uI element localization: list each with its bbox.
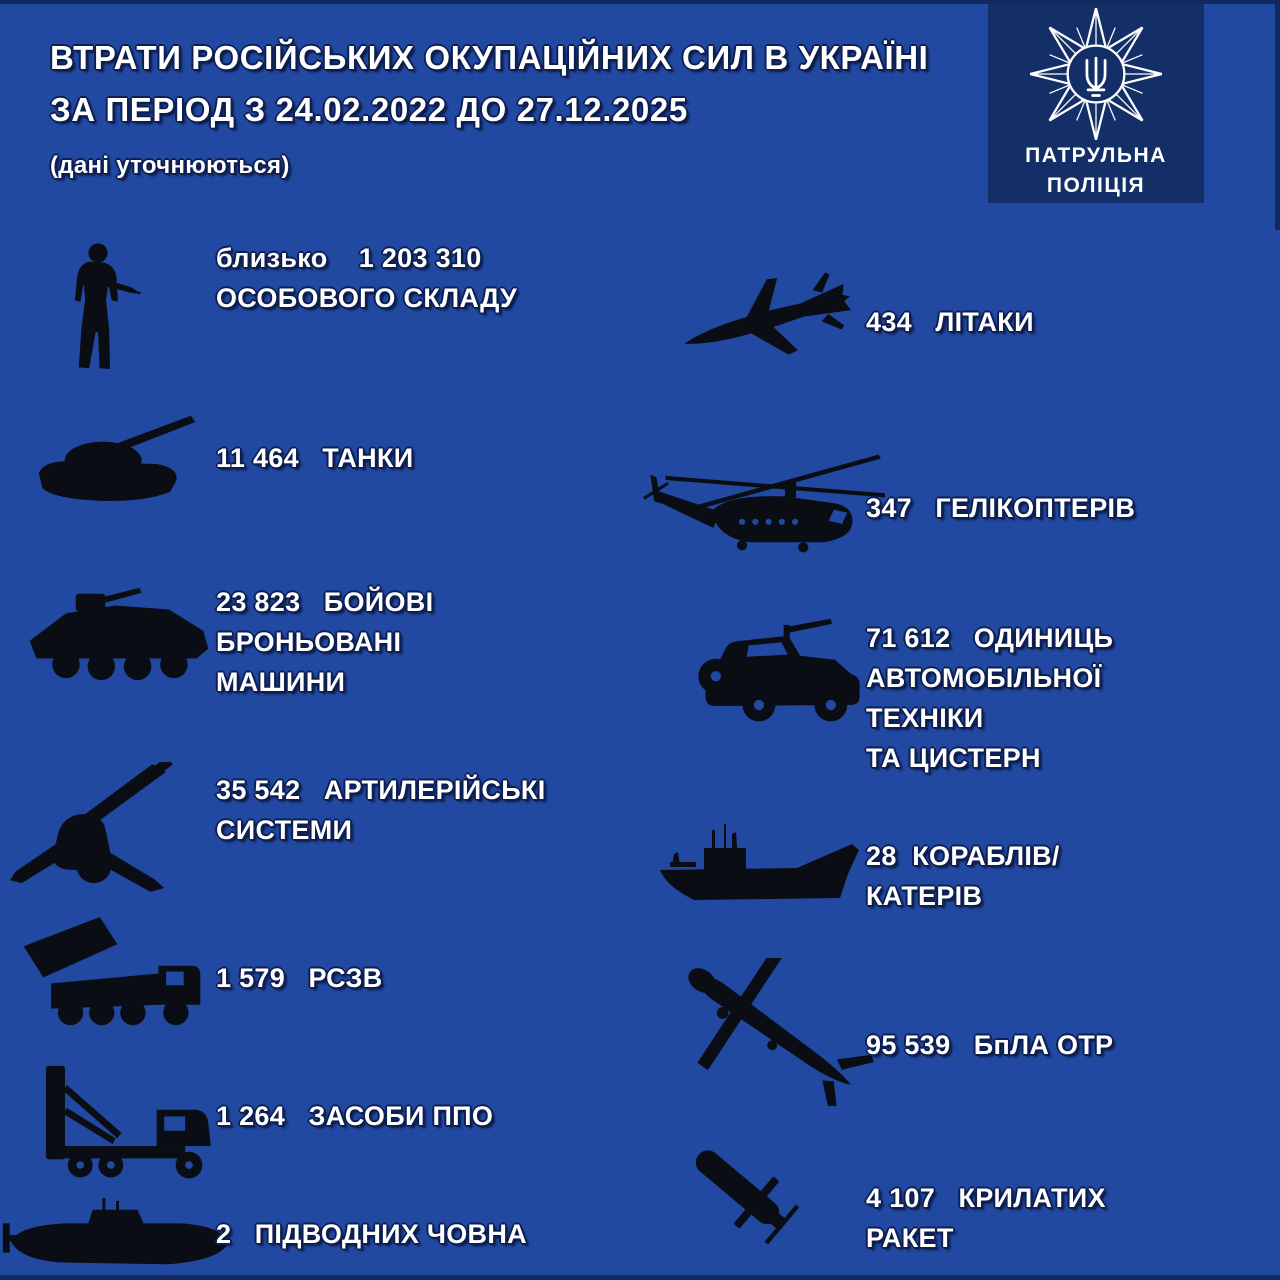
page-title-line1: ВТРАТИ РОСІЙСЬКИХ ОКУПАЦІЙНИХ СИЛ В УКРАЇНІ: [50, 39, 929, 76]
loss-line: КАТЕРІВ: [866, 881, 983, 911]
soldier-icon: [58, 228, 146, 386]
loss-line: АВТОМОБІЛЬНОЇ: [866, 663, 1102, 693]
loss-line: ТЕХНІКИ: [866, 703, 984, 733]
patrol-police-star-icon: [1028, 6, 1164, 142]
submarine-icon: [0, 1198, 235, 1276]
loss-line: 1 264 ЗАСОБИ ППО: [216, 1101, 494, 1131]
truck-icon: [685, 610, 875, 724]
artillery-icon: [8, 762, 208, 894]
bottom-border: [0, 1275, 1280, 1280]
apc-icon: [20, 580, 215, 688]
loss-line: 95 539 БпЛА ОТР: [866, 1030, 1114, 1060]
jet-icon: [655, 256, 880, 384]
cruise-missile-icon: [672, 1133, 820, 1257]
loss-line: МАШИНИ: [216, 667, 346, 697]
loss-line: 35 542 АРТИЛЕРІЙСЬКІ: [216, 775, 546, 805]
top-border: [0, 0, 1280, 4]
patrol-police-logo-panel: [988, 0, 1204, 203]
loss-line: 2 ПІДВОДНИХ ЧОВНА: [216, 1219, 527, 1249]
loss-line: 71 612 ОДИНИЦЬ: [866, 623, 1114, 653]
loss-line: 1 579 РСЗВ: [216, 963, 383, 993]
logo-org-name-line1: ПАТРУЛЬНА: [1025, 144, 1167, 167]
loss-line: близько 1 203 310: [216, 243, 482, 273]
data-clarification-note: (дані уточнюються): [50, 152, 290, 179]
loss-line: РАКЕТ: [866, 1223, 954, 1253]
loss-line: 11 464 ТАНКИ: [216, 443, 414, 473]
ship-icon: [652, 823, 867, 915]
mlrs-icon: [12, 915, 212, 1037]
loss-line: ТА ЦИСТЕРН: [866, 743, 1041, 773]
loss-line: БРОНЬОВАНІ: [216, 627, 402, 657]
air-defense-icon: [25, 1063, 230, 1189]
loss-line: 23 823 БОЙОВІ: [216, 587, 434, 617]
logo-org-name-line2: ПОЛІЦІЯ: [1046, 174, 1146, 197]
right-border: [1275, 0, 1280, 230]
loss-line: 28 КОРАБЛІВ/: [866, 841, 1060, 871]
loss-line: ОСОБОВОГО СКЛАДУ: [216, 283, 518, 313]
page-title-line2: ЗА ПЕРІОД З 24.02.2022 ДО 27.12.2025: [50, 91, 688, 128]
loss-line: 4 107 КРИЛАТИХ: [866, 1183, 1106, 1213]
loss-line: 434 ЛІТАКИ: [866, 307, 1034, 337]
loss-line: СИСТЕМИ: [216, 815, 353, 845]
tank-icon: [28, 406, 198, 514]
drone-icon: [658, 958, 898, 1106]
loss-line: 347 ГЕЛІКОПТЕРІВ: [866, 493, 1136, 523]
helicopter-icon: [640, 445, 890, 565]
